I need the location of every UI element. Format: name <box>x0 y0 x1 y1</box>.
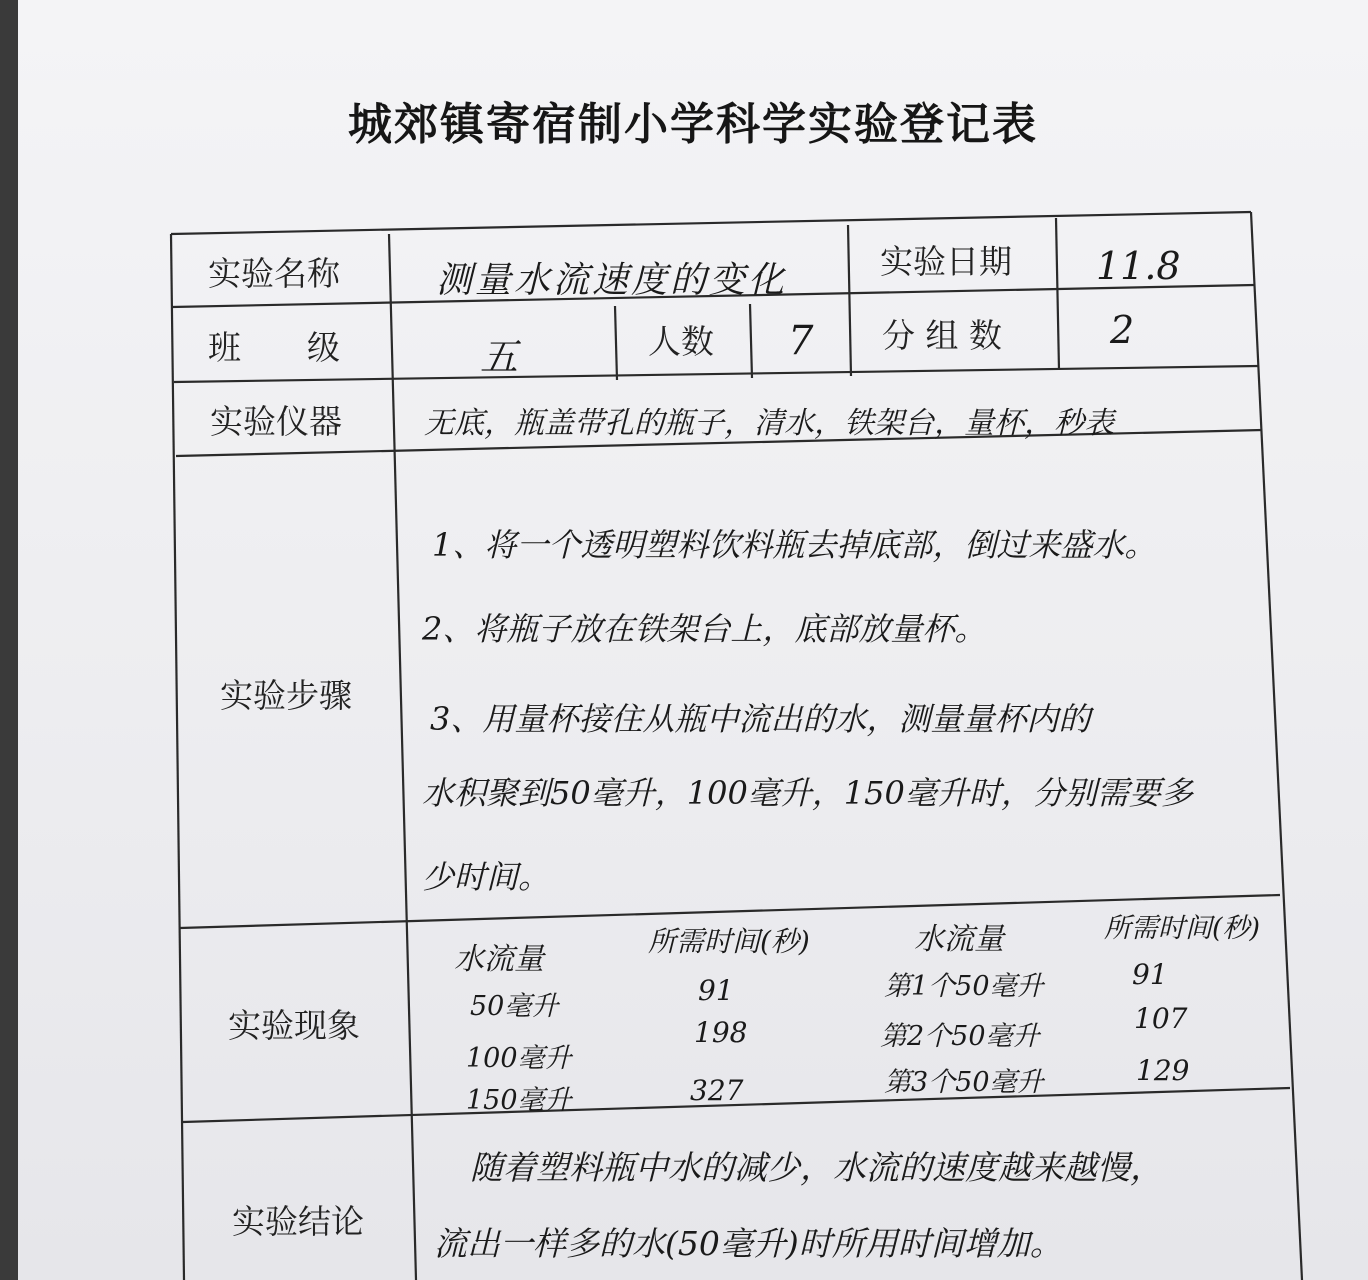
conclusion-line-1: 随着塑料瓶中水的减少，水流的速度越来越慢， <box>470 1148 1163 1187</box>
people-count-value: 7 <box>788 318 814 364</box>
step-line-2: 2、将瓶子放在铁架台上，底部放量杯。 <box>422 610 987 648</box>
left-row-1-time: 91 <box>698 974 734 1007</box>
left-row-2-flow: 100毫升 <box>466 1043 572 1074</box>
experiment-name-label: 实验名称 <box>208 254 340 293</box>
equipment-value: 无底，瓶盖带孔的瓶子，清水，铁架台，量杯，秒表 <box>424 406 1114 441</box>
phenomena-label: 实验现象 <box>228 1006 360 1045</box>
step-line-1: 1、将一个透明塑料饮料瓶去掉底部，倒过来盛水。 <box>432 526 1157 564</box>
form-title: 城郊镇寄宿制小学科学实验登记表 <box>348 99 1038 150</box>
phenomena-col4-header: 所需时间(秒) <box>1104 913 1261 944</box>
step-line-3: 3、用量杯接住从瓶中流出的水，测量量杯内的 <box>430 700 1091 738</box>
people-count-label: 人数 <box>648 322 714 361</box>
phenomena-col3-header: 水流量 <box>914 922 1004 957</box>
experiment-name-value: 测量水流速度的变化 <box>436 260 788 301</box>
class-value: 五 <box>480 335 519 379</box>
experiment-date-label: 实验日期 <box>880 242 1012 281</box>
right-row-2-time: 107 <box>1134 1002 1188 1035</box>
left-row-3-time: 327 <box>690 1074 744 1107</box>
right-row-2-flow: 第2个50毫升 <box>880 1021 1040 1052</box>
group-count-label: 分 组 数 <box>882 316 1002 355</box>
experiment-date-value: 11.8 <box>1096 244 1181 288</box>
right-row-3-time: 129 <box>1136 1054 1190 1087</box>
phenomena-col1-header: 水流量 <box>454 942 544 977</box>
conclusion-label: 实验结论 <box>232 1202 364 1241</box>
registration-form-sheet <box>18 0 1368 1280</box>
left-row-3-flow: 150毫升 <box>466 1085 572 1116</box>
right-row-1-flow: 第1个50毫升 <box>884 971 1044 1002</box>
step-line-4: 水积聚到50毫升，100毫升，150毫升时，分别需要多 <box>422 774 1193 812</box>
right-row-3-flow: 第3个50毫升 <box>884 1067 1044 1098</box>
phenomena-col2-header: 所需时间(秒) <box>648 925 810 958</box>
steps-label: 实验步骤 <box>220 676 352 715</box>
left-row-1-flow: 50毫升 <box>470 991 559 1022</box>
equipment-label: 实验仪器 <box>210 402 342 441</box>
class-label: 班 级 <box>208 328 340 367</box>
step-line-5: 少时间。 <box>422 858 551 896</box>
conclusion-line-2: 流出一样多的水(50毫升)时所用时间增加。 <box>434 1224 1063 1263</box>
right-row-1-time: 91 <box>1132 958 1168 991</box>
group-count-value: 2 <box>1110 308 1135 352</box>
left-row-2-time: 198 <box>694 1016 748 1049</box>
